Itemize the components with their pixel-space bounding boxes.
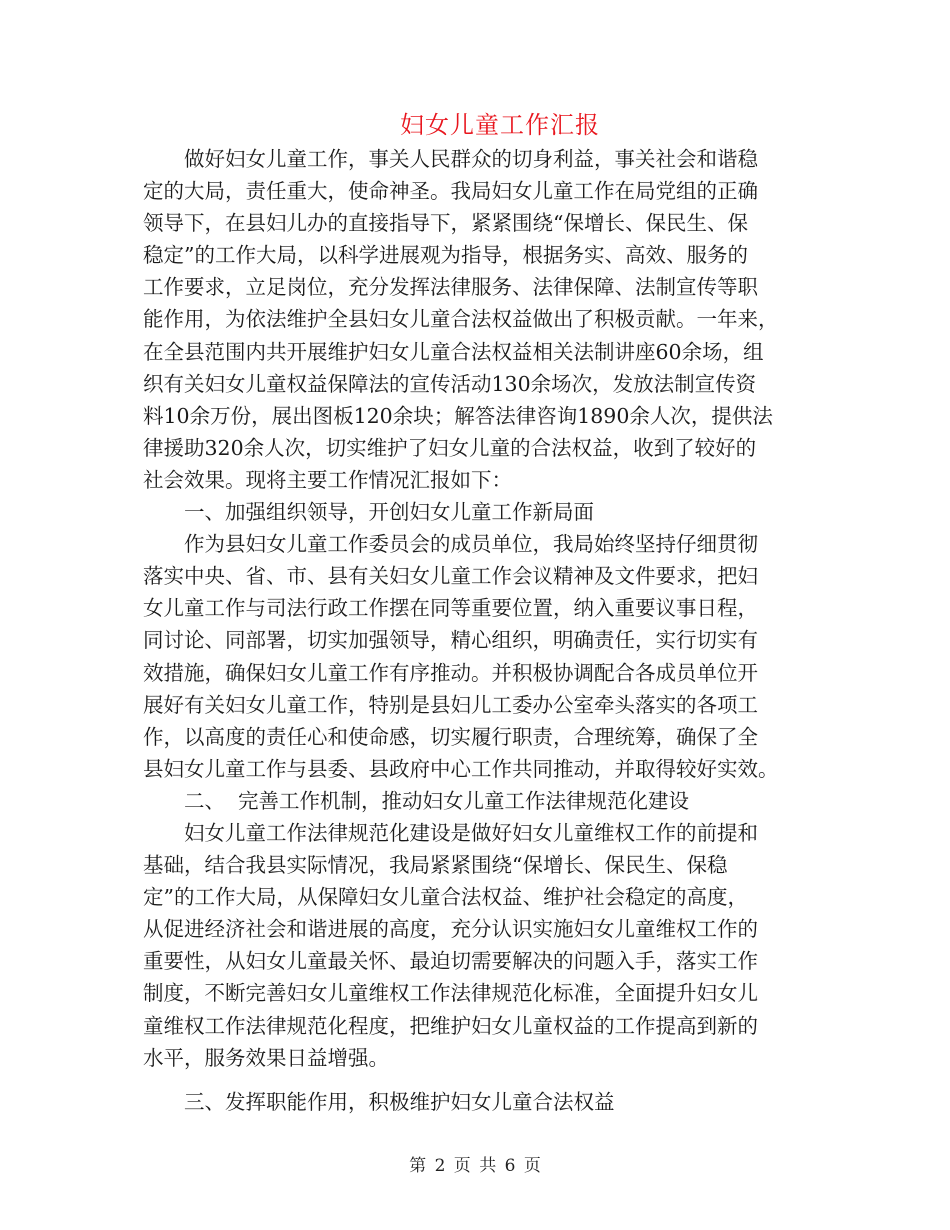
section-heading: 二、 完善工作机制，推动妇女儿童工作法律规范化建设 <box>184 788 690 813</box>
paragraph-line: 妇女儿童工作法律规范化建设是做好妇女儿童维权工作的前提和 <box>184 820 758 845</box>
paragraph-line: 作为县妇女儿童工作委员会的成员单位，我局始终坚持仔细贯彻 <box>184 532 758 557</box>
paragraph-line: 料10余万份，展出图板120余块；解答法律咨询1890余人次，提供法 <box>143 403 773 428</box>
paragraph-line: 定的大局，责任重大，使命神圣。我局妇女儿童工作在局党组的正确 <box>143 179 758 204</box>
section-heading: 一、加强组织领导，开创妇女儿童工作新局面 <box>184 500 594 525</box>
paragraph-line: 基础，结合我县实际情况，我局紧紧围绕“保增长、保民生、保稳 <box>143 853 728 878</box>
paragraph-line: 落实中央、省、市、县有关妇女儿童工作会议精神及文件要求，把妇 <box>143 564 758 589</box>
section-heading: 三、发挥职能作用，积极维护妇女儿童合法权益 <box>184 1089 615 1114</box>
paragraph-line: 水平，服务效果日益增强。 <box>143 1045 389 1070</box>
paragraph-line: 工作要求，立足岗位，充分发挥法律服务、法律保障、法制宣传等职 <box>143 275 758 300</box>
paragraph-line: 稳定”的工作大局，以科学进展观为指导，根据务实、高效、服务的 <box>143 243 748 268</box>
paragraph-line: 定”的工作大局，从保障妇女儿童合法权益、维护社会稳定的高度， <box>143 885 748 910</box>
paragraph-line: 制度，不断完善妇女儿童维权工作法律规范化标准，全面提升妇女儿 <box>143 981 758 1006</box>
paragraph-line: 领导下，在县妇儿办的直接指导下，紧紧围绕“保增长、保民生、保 <box>143 211 748 236</box>
paragraph-gap <box>143 1074 809 1086</box>
paragraph-line: 做好妇女儿童工作，事关人民群众的切身利益，事关社会和谐稳 <box>184 147 758 171</box>
page-number-footer: 第 2 页 共 6 页 <box>409 1156 541 1176</box>
paragraph-line: 同讨论、同部署，切实加强领导，精心组织，明确责任，实行切实有 <box>143 628 758 653</box>
paragraph-line: 童维权工作法律规范化程度，把维护妇女儿童权益的工作提高到新的 <box>143 1013 758 1038</box>
paragraph-line: 社会效果。现将主要工作情况汇报如下： <box>143 467 512 492</box>
paragraph-line: 能作用，为依法维护全县妇女儿童合法权益做出了积极贡献。一年来， <box>143 307 779 332</box>
paragraph-line: 作，以高度的责任心和使命感，切实履行职责，合理统筹，确保了全 <box>143 724 758 749</box>
document-body <box>143 143 809 1118</box>
document-title: 妇女儿童工作汇报 <box>400 111 600 139</box>
paragraph-line: 从促进经济社会和谐进展的高度，充分认识实施妇女儿童维权工作的 <box>143 917 758 942</box>
paragraph-line: 律援助320余人次，切实维护了妇女儿童的合法权益，收到了较好的 <box>143 435 757 460</box>
paragraph-line: 效措施，确保妇女儿童工作有序推动。并积极协调配合各成员单位开 <box>143 660 758 685</box>
paragraph-line: 在全县范围内共开展维护妇女儿童合法权益相关法制讲座60余场，组 <box>143 339 764 364</box>
paragraph-line: 女儿童工作与司法行政工作摆在同等重要位置，纳入重要议事日程， <box>143 596 758 621</box>
paragraph-line: 县妇女儿童工作与县委、县政府中心工作共同推动，并取得较好实效。 <box>143 756 779 781</box>
paragraph-line: 展好有关妇女儿童工作，特别是县妇儿工委办公室牵头落实的各项工 <box>143 692 758 717</box>
paragraph-line: 重要性，从妇女儿童最关怀、最迫切需要解决的问题入手，落实工作 <box>143 949 758 974</box>
paragraph-line: 织有关妇女儿童权益保障法的宣传活动130余场次，发放法制宣传资 <box>143 371 757 396</box>
